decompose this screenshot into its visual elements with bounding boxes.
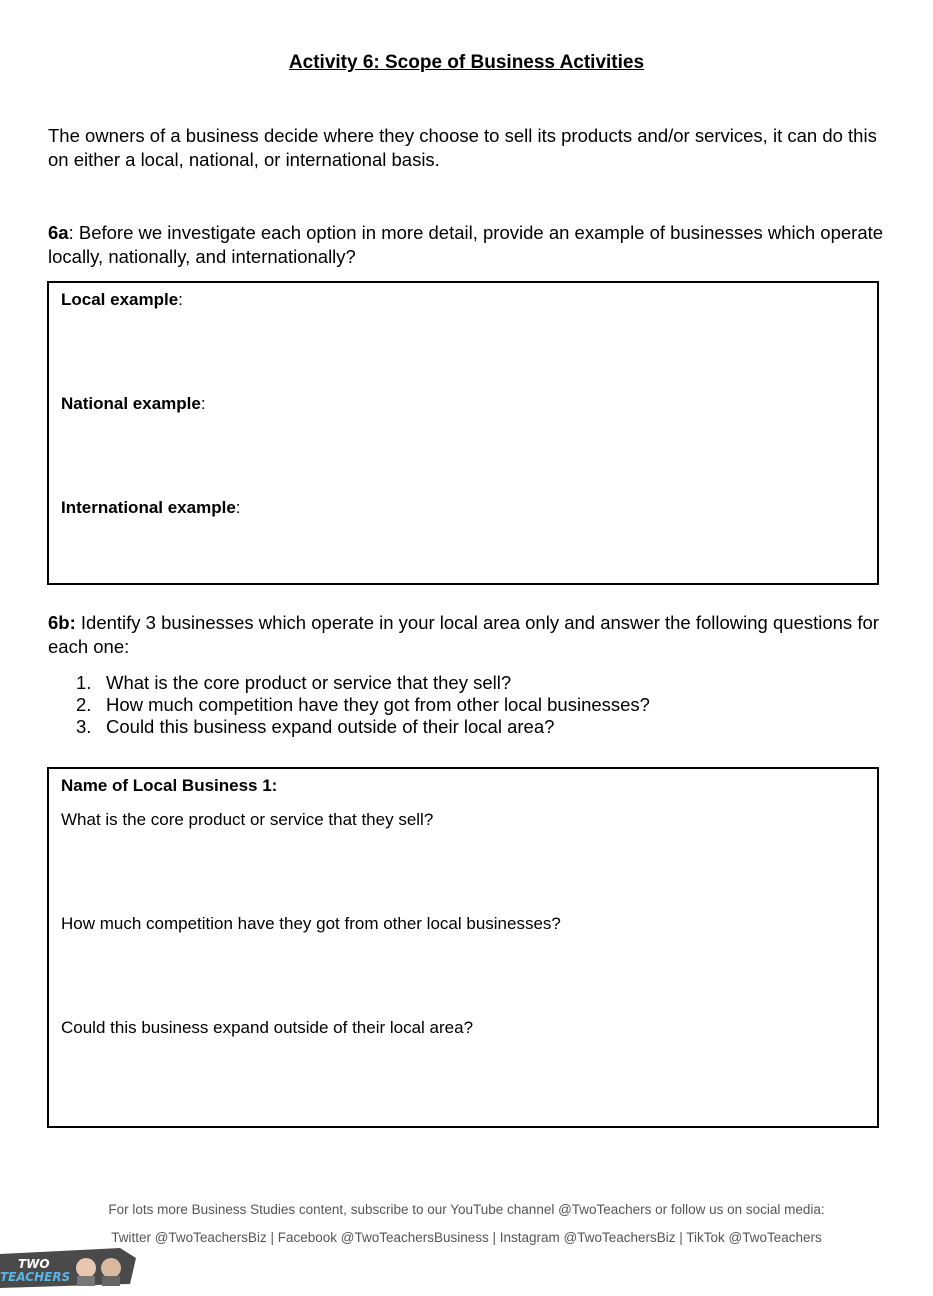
question-6b-label: 6b:	[48, 612, 76, 633]
question-6b-text: Identify 3 businesses which operate in your local area only and answer the following questions for each one:	[48, 612, 879, 657]
expansion-question: Could this business expand outside of their local area?	[61, 1018, 474, 1037]
intro-paragraph: The owners of a business decide where they choose to sell its products and/or services, it can do this on either a local, national, or international basis.	[48, 125, 877, 170]
footer-subscribe-text: For lots more Business Studies content, subscribe to our YouTube channel @TwoTeachers or follow us on social media:	[108, 1202, 825, 1217]
core-product-question: What is the core product or service that they sell?	[61, 810, 434, 829]
question-6a	[48, 221, 893, 269]
footer-social-links: Twitter @TwoTeachersBiz | Facebook @TwoTeachersBusiness | Instagram @TwoTeachersBiz | TikTok @TwoTeachers	[111, 1230, 822, 1245]
answer-box-local-business-1[interactable]	[47, 767, 879, 1128]
question-6a-text: : Before we investigate each option in more detail, provide an example of businesses which operate locally, nationally, and internationally?	[48, 222, 884, 267]
list-item: 2. How much competition have they got from other local businesses?	[76, 694, 650, 715]
page-title: Activity 6: Scope of Business Activities	[288, 52, 645, 73]
list-item: 1. What is the core product or service that they sell?	[76, 672, 512, 693]
two-teachers-logo	[0, 1244, 140, 1292]
list-item: 3. Could this business expand outside of their local area?	[76, 716, 555, 737]
competition-question: How much competition have they got from other local businesses?	[61, 914, 561, 933]
question-list	[76, 672, 650, 738]
business-name-label: Name of Local Business 1:	[61, 776, 278, 795]
svg-text:TEACHERS: TEACHERS	[0, 1270, 71, 1284]
question-6a-label: 6a	[48, 222, 69, 243]
svg-text:TWO: TWO	[18, 1257, 50, 1271]
question-6b	[48, 611, 893, 659]
national-example-label: National example:	[61, 394, 206, 413]
answer-box-6a[interactable]	[47, 281, 879, 585]
international-example-label: International example:	[61, 498, 241, 517]
local-example-label: Local example:	[61, 290, 183, 309]
